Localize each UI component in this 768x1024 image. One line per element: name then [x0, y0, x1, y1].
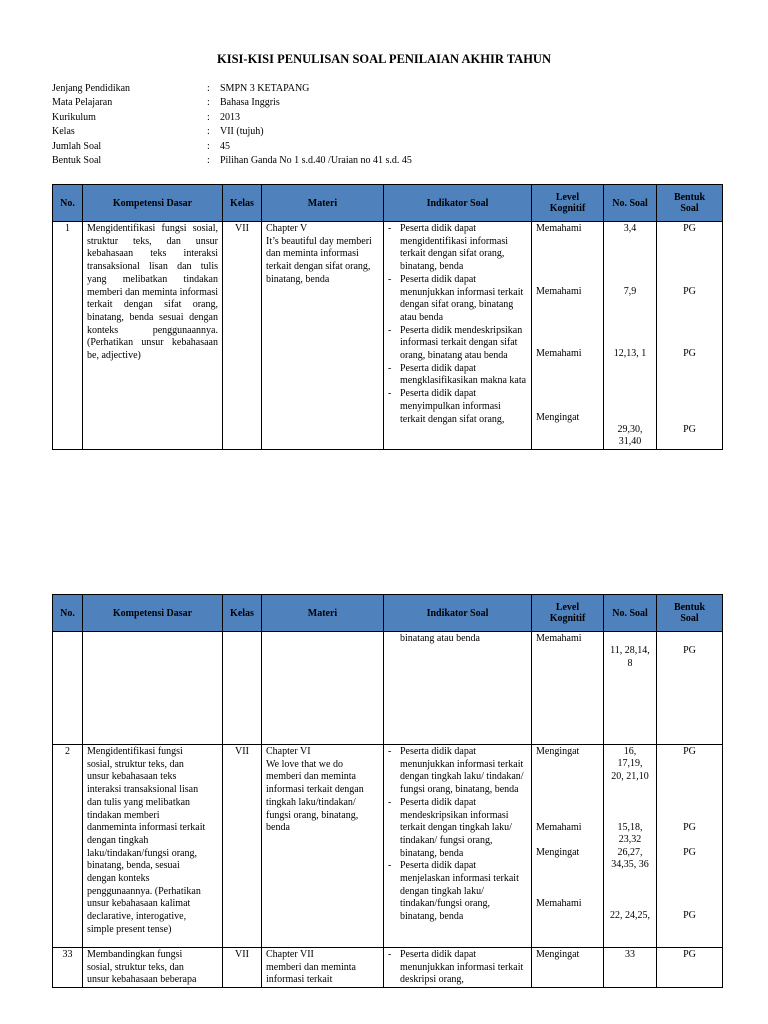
- materi-text: We love that we do memberi dan meminta informasi terkait dengan tingkah laku/tindakan/ fungsi orang, binatang, benda: [266, 758, 364, 834]
- bentuk-text: PG: [683, 847, 696, 858]
- header-kompetensi-dasar: Kompetensi Dasar: [83, 185, 223, 222]
- bentuk-text: PG: [683, 822, 696, 833]
- bentuk-text: PG: [683, 645, 696, 656]
- document-title: KISI-KISI PENULISAN SOAL PENILAIAN AKHIR TAHUN: [217, 52, 551, 66]
- materi-chapter: Chapter V: [266, 223, 308, 234]
- cell-materi: [262, 948, 384, 988]
- kd-line: Membandingkan fungsi: [87, 949, 183, 960]
- info-colon: :: [207, 83, 210, 94]
- indicator-item: [388, 325, 527, 363]
- header-text: Kognitif: [549, 203, 586, 214]
- indicator-text: Peserta didik mendeskripsikan informasi terkait dengan sifat orang, binatang atau benda: [400, 324, 523, 362]
- info-label: Kurikulum: [52, 111, 96, 123]
- kd-line: sosial, struktur teks, dan: [87, 758, 184, 770]
- materi-chapter: Chapter VI: [266, 746, 311, 757]
- header-no-soal: No. Soal: [604, 185, 657, 222]
- kd-line: tindakan memberi: [87, 809, 160, 821]
- cell-no-soal: [604, 632, 657, 745]
- header-bentuk-soal: [657, 595, 723, 632]
- indicator-item: [388, 363, 527, 388]
- no-soal-text: 22, 24,25,: [610, 910, 650, 921]
- info-colon: :: [207, 140, 210, 152]
- kd-line: danmeminta informasi terkait: [87, 822, 206, 834]
- info-colon: :: [207, 154, 210, 166]
- header-level-kognitif: [532, 185, 604, 222]
- no-soal-text: 12,13, 1: [613, 348, 647, 359]
- no-soal-text: 29,30,: [617, 424, 643, 435]
- materi-text: informasi terkait: [266, 974, 333, 986]
- cell-kelas: [223, 632, 262, 745]
- level-text: Mengingat: [536, 847, 580, 858]
- level-text: Memahami: [536, 286, 582, 297]
- kd-line: binatang, benda, sesuai: [87, 860, 180, 872]
- info-label: Kelas: [52, 126, 75, 138]
- kisi-kisi-table: [52, 184, 723, 450]
- indicator-item: [388, 797, 527, 861]
- bentuk-text: PG: [683, 286, 696, 297]
- info-label: Jumlah Soal: [52, 140, 102, 152]
- header-kelas: Kelas: [223, 595, 262, 632]
- indicator-item: [388, 746, 527, 797]
- indicator-text: Peserta didik dapat menunjukkan informasi terkait dengan sifat orang, binatang atau benda: [400, 273, 524, 323]
- indicator-text: Peserta didik dapat mendeskripsikan informasi terkait dengan tingkah laku/ tindakan/ fungsi orang, binatang, benda: [400, 796, 512, 859]
- cell-indikator: [384, 948, 532, 988]
- header-materi: Materi: [262, 185, 384, 222]
- header-no: No.: [53, 185, 83, 222]
- kd-line: unsur kebahasaan kalimat: [87, 898, 191, 910]
- kd-line: unsur kebahasaan teks: [87, 771, 177, 783]
- dash: -: [388, 860, 392, 872]
- level-text: Memahami: [536, 822, 582, 833]
- cell-no-soal: [604, 745, 657, 948]
- cell-no: 1: [53, 222, 83, 450]
- no-soal-text: 7,9: [623, 286, 637, 297]
- level-text: Memahami: [536, 898, 582, 909]
- cell-indikator: [384, 222, 532, 450]
- level-text: Memahami: [536, 223, 582, 234]
- info-label: Bentuk Soal: [52, 154, 102, 166]
- info-row-jumlah-soal: [52, 141, 412, 155]
- header-level-kognitif: [532, 595, 604, 632]
- table-row: [53, 222, 723, 450]
- header-no-soal: No. Soal: [604, 595, 657, 632]
- document-info: [52, 83, 412, 169]
- header-indikator-soal: Indikator Soal: [384, 595, 532, 632]
- cell-level-kognitif: [532, 745, 604, 948]
- info-row-jenjang: [52, 83, 412, 97]
- no-soal-text: 11, 28,14,: [610, 645, 650, 656]
- indicator-text: Peserta didik dapat menunjukkan informasi terkait deskripsi orang,: [400, 949, 524, 986]
- no-soal-text: 23,32: [618, 834, 642, 845]
- info-colon: :: [207, 111, 210, 123]
- no-soal-text: 3,4: [623, 223, 637, 234]
- cell-no-soal: [604, 222, 657, 450]
- cell-bentuk-soal: [657, 632, 723, 745]
- bentuk-text: PG: [683, 424, 696, 435]
- info-value: 45: [220, 140, 230, 152]
- materi-text: It’s beautiful day memberi dan meminta informasi terkait dengan sifat orang, binatang, benda: [266, 235, 372, 285]
- cell-indikator: [384, 745, 532, 948]
- bentuk-text: PG: [683, 746, 696, 757]
- cell-kelas: VII: [223, 745, 262, 948]
- dash: -: [388, 273, 392, 285]
- table-row: [53, 948, 723, 988]
- info-row-kurikulum: [52, 112, 412, 126]
- dash: -: [388, 223, 392, 234]
- kd-line: penggunaannya. (Perhatikan: [87, 885, 201, 897]
- info-row-bentuk-soal: [52, 155, 412, 169]
- cell-materi: [262, 222, 384, 450]
- level-text: Mengingat: [536, 412, 580, 423]
- info-label: Jenjang Pendidikan: [52, 83, 131, 94]
- indicator-text: Peserta didik dapat mengidentifikasi informasi terkait dengan sifat orang, binatang, benda: [400, 223, 509, 273]
- table-row: [53, 745, 723, 948]
- cell-kelas: VII: [223, 948, 262, 988]
- no-soal-text: 20, 21,10: [611, 771, 649, 782]
- cell-materi: [262, 745, 384, 948]
- info-value: VII (tujuh): [220, 126, 264, 138]
- bentuk-text: PG: [683, 910, 696, 921]
- level-text: Memahami: [536, 348, 582, 359]
- no-soal-text: 15,18,: [617, 822, 643, 833]
- cell-kompetensi-dasar: [83, 948, 223, 988]
- info-row-kelas: [52, 126, 412, 140]
- dash: -: [388, 746, 392, 757]
- dash: -: [388, 796, 392, 808]
- info-colon: :: [207, 97, 210, 109]
- kd-line: dengan konteks: [87, 873, 150, 885]
- cell-no: [53, 632, 83, 745]
- cell-kompetensi-dasar: [83, 745, 223, 948]
- cell-indikator: [384, 632, 532, 745]
- info-value: Bahasa Inggris: [220, 97, 280, 109]
- kisi-kisi-table-continued: [52, 594, 723, 988]
- indicator-text: Peserta didik dapat menjelaskan informasi terkait dengan tingkah laku/ tindakan/fungsi orang, binatang, benda: [400, 860, 519, 923]
- info-value: SMPN 3 KETAPANG: [220, 83, 310, 94]
- header-text: Level: [555, 602, 580, 613]
- info-value: Pilihan Ganda No 1 s.d.40 /Uraian no 41 s.d. 45: [220, 154, 412, 166]
- cell-kelas: VII: [223, 222, 262, 450]
- indicator-text: Peserta didik dapat menunjukkan informasi terkait dengan tingkah laku/ tindakan/ fungsi orang, binatang, benda: [400, 746, 524, 796]
- kd-line: dengan tingkah: [87, 834, 149, 846]
- table-header-row: [53, 595, 723, 632]
- cell-bentuk-soal: [657, 222, 723, 450]
- bentuk-text: PG: [683, 348, 696, 359]
- header-text: Soal: [680, 203, 699, 214]
- kd-line: laku/tindakan/fungsi orang,: [87, 847, 197, 859]
- bentuk-text: PG: [683, 223, 696, 234]
- indicator-text: binatang atau benda: [400, 633, 480, 644]
- cell-materi: [262, 632, 384, 745]
- dash: -: [388, 388, 392, 400]
- header-kelas: Kelas: [223, 185, 262, 222]
- info-row-mapel: [52, 97, 412, 111]
- kd-line: unsur kebahasaan beberapa: [87, 974, 197, 986]
- level-text: Mengingat: [536, 746, 580, 757]
- header-text: Soal: [680, 613, 699, 624]
- header-no: No.: [53, 595, 83, 632]
- header-text: Kognitif: [549, 613, 586, 624]
- cell-level-kognitif: Mengingat: [532, 948, 604, 988]
- cell-kompetensi-dasar: [83, 632, 223, 745]
- cell-no: 33: [53, 948, 83, 988]
- table-row: [53, 632, 723, 745]
- info-colon: :: [207, 126, 210, 138]
- kd-line: dan tulis yang melibatkan: [87, 796, 191, 808]
- info-value: 2013: [220, 111, 240, 123]
- cell-no: 2: [53, 745, 83, 948]
- materi-text: memberi dan meminta: [266, 961, 356, 973]
- header-text: Bentuk: [673, 602, 706, 613]
- kd-line: interaksi transaksional lisan: [87, 784, 199, 796]
- info-label: Mata Pelajaran: [52, 97, 113, 109]
- kd-line: simple present tense): [87, 923, 172, 935]
- indicator-text: Peserta didik dapat mengklasifikasikan makna kata: [400, 362, 527, 387]
- header-kompetensi-dasar: Kompetensi Dasar: [83, 595, 223, 632]
- materi-chapter: Chapter VII: [266, 949, 314, 960]
- table-header-row: [53, 185, 723, 222]
- cell-level-kognitif: [532, 222, 604, 450]
- indicator-item: [388, 860, 527, 924]
- cell-bentuk-soal: PG: [657, 948, 723, 988]
- kd-line: Mengidentifikasi fungsi: [87, 746, 183, 757]
- no-soal-text: 31,40: [618, 436, 642, 447]
- indicator-item: [388, 388, 527, 426]
- header-indikator-soal: Indikator Soal: [384, 185, 532, 222]
- dash: -: [388, 949, 392, 960]
- indicator-item: [388, 949, 527, 987]
- header-materi: Materi: [262, 595, 384, 632]
- cell-no-soal: 33: [604, 948, 657, 988]
- indicator-item: [388, 274, 527, 325]
- header-text: Level: [555, 192, 580, 203]
- header-text: Bentuk: [673, 192, 706, 203]
- dash: -: [388, 324, 392, 336]
- no-soal-text: 26,27,: [617, 847, 643, 858]
- indicator-item: [388, 223, 527, 274]
- cell-kompetensi-dasar: Mengidentifikasi fungsi sosial, struktur teks, dan unsur kebahasaan teks interaksi transaksional lisan dan tulis yang melibatkan tindakan memberi dan meminta informasi terkait dengan sifat orang, binatang, benda sesuai dengan konteks penggunaannya. (Perhatikan unsur kebahasaan be, adjective): [83, 222, 223, 450]
- indicator-text: Peserta didik dapat menyimpulkan informasi terkait dengan sifat orang,: [400, 388, 505, 425]
- no-soal-text: 17,19,: [617, 758, 643, 769]
- no-soal-text: 34,35, 36: [611, 859, 649, 870]
- header-bentuk-soal: [657, 185, 723, 222]
- cell-bentuk-soal: [657, 745, 723, 948]
- no-soal-text: 8: [627, 657, 633, 669]
- cell-level-kognitif: Memahami: [532, 632, 604, 745]
- dash: -: [388, 362, 392, 374]
- no-soal-text: 16,: [623, 746, 637, 757]
- kd-line: sosial, struktur teks, dan: [87, 961, 184, 973]
- kd-line: declarative, interogative,: [87, 911, 187, 923]
